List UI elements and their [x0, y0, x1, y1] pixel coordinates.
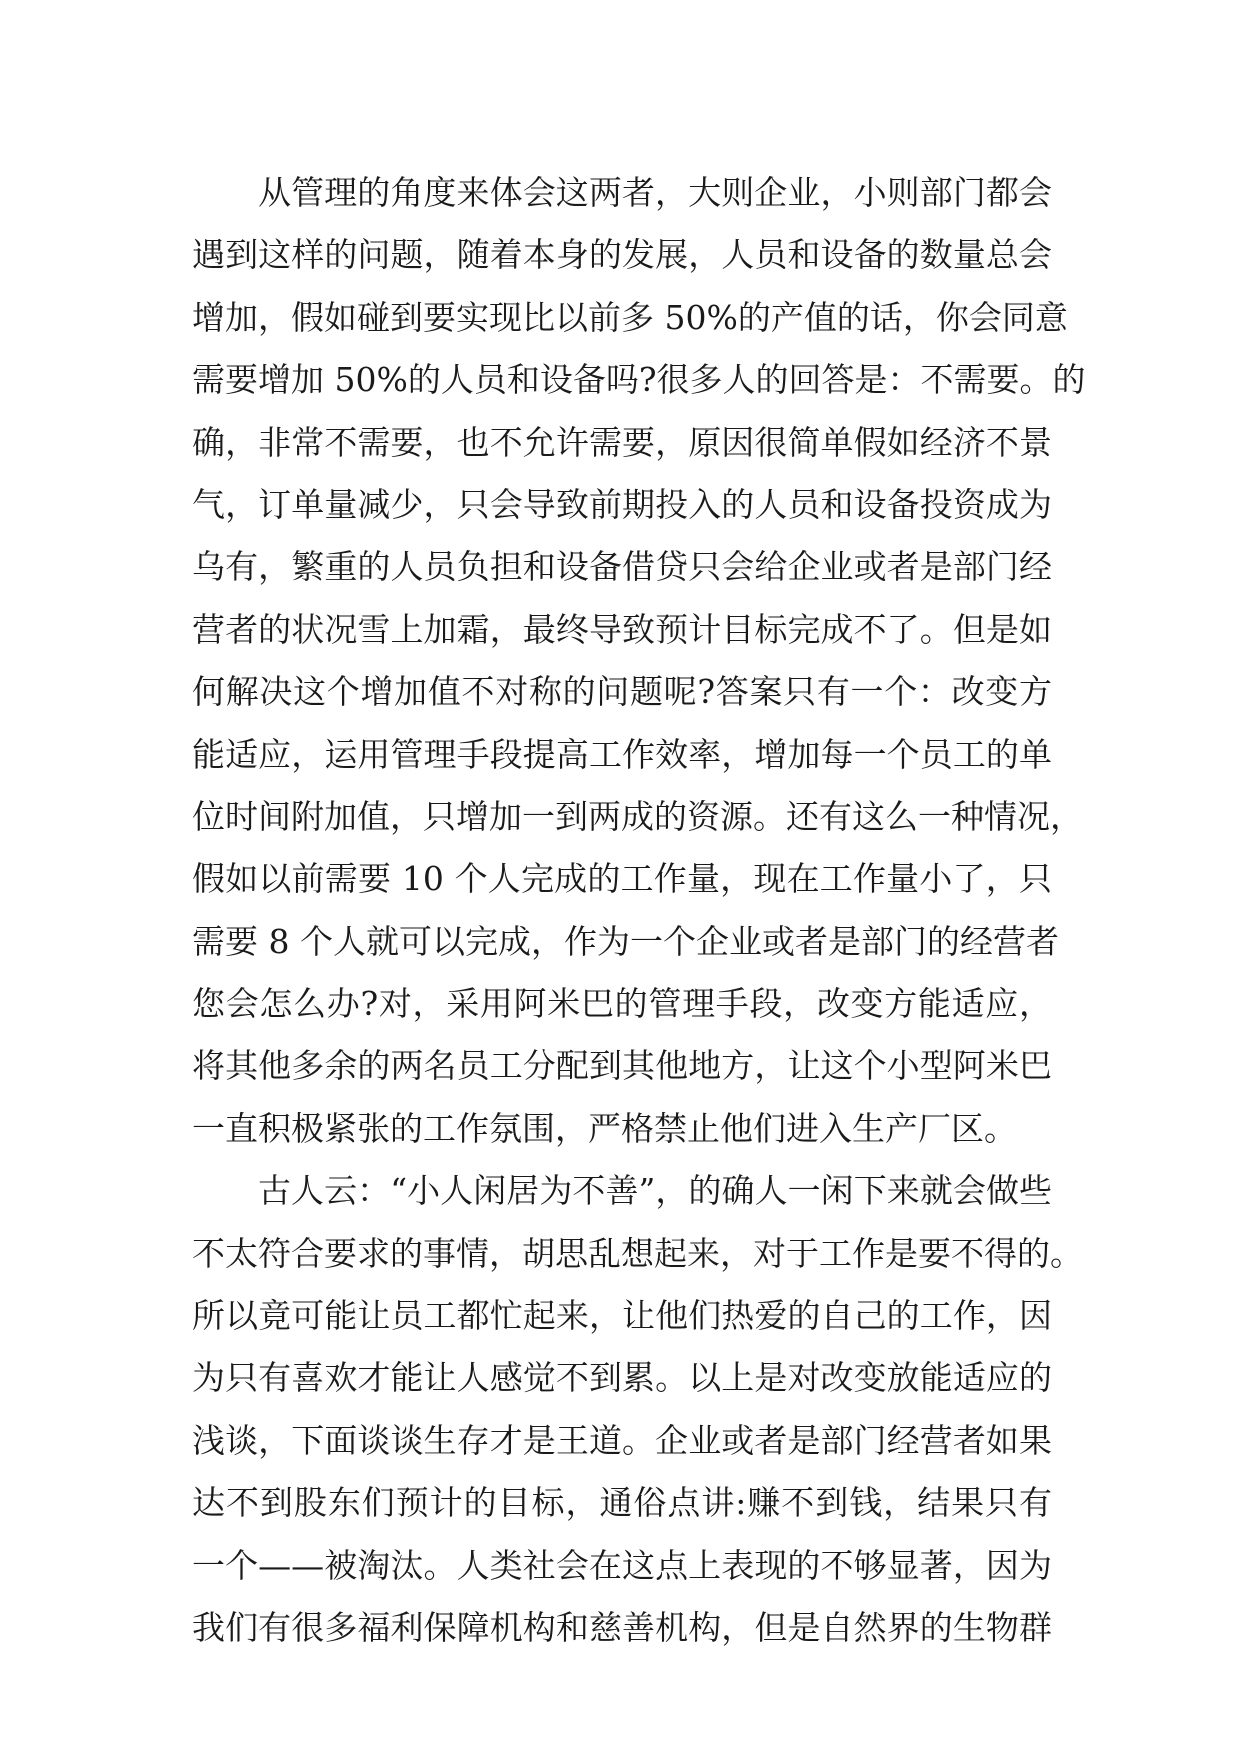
paragraph-1-line: 从管理的角度来体会这两者，大则企业，小则部门都会 [258, 173, 1052, 212]
paragraph-1-line: 确，非常不需要，也不允许需要，原因很简单假如经济不景 [192, 422, 1052, 462]
paragraph-1-line: 增加，假如碰到要实现比以前多 50%的产值的话，你会同意 [192, 297, 1068, 337]
paragraph-1-line: 将其他多余的两名员工分配到其他地方，让这个小型阿米巴 [192, 1046, 1052, 1086]
paragraph-2-line: 为只有喜欢才能让人感觉不到累。以上是对改变放能适应的 [192, 1358, 1052, 1398]
body-text [192, 162, 1086, 1659]
paragraph-1-line: 营者的状况雪上加霜，最终导致预计目标完成不了。但是如 [192, 609, 1052, 649]
paragraph-2-line: 达不到股东们预计的目标，通俗点讲:赚不到钱，结果只有 [192, 1483, 1052, 1523]
paragraph-2-line: 我们有很多福利保障机构和慈善机构，但是自然界的生物群 [192, 1607, 1052, 1647]
paragraph-1-line: 您会怎么办?对，采用阿米巴的管理手段，改变方能适应， [192, 984, 1052, 1024]
paragraph-2-line: 一个——被淘汰。人类社会在这点上表现的不够显著，因为 [192, 1545, 1052, 1585]
paragraph-1-line: 遇到这样的问题，随着本身的发展，人员和设备的数量总会 [192, 235, 1052, 275]
paragraph-1-line: 气，订单量减少，只会导致前期投入的人员和设备投资成为 [192, 484, 1052, 524]
paragraph-1-line: 假如以前需要 10 个人完成的工作量，现在工作量小了，只 [192, 859, 1052, 899]
paragraph-1-line: 何解决这个增加值不对称的问题呢?答案只有一个：改变方 [192, 672, 1052, 712]
paragraph-2-line: 不太符合要求的事情，胡思乱想起来，对于工作是要不得的。 [192, 1233, 1083, 1273]
paragraph-2-line: 古人云：“小人闲居为不善”，的确人一闲下来就会做些 [258, 1171, 1052, 1211]
paragraph-1-line: 需要 8 个人就可以完成，作为一个企业或者是部门的经营者 [192, 921, 1059, 961]
paragraph-1-line: 一直积极紧张的工作氛围，严格禁止他们进入生产厂区。 [192, 1108, 1017, 1148]
paragraph-2-line: 所以竟可能让员工都忙起来，让他们热爱的自己的工作，因 [192, 1296, 1052, 1336]
paragraph-1-line: 能适应，运用管理手段提高工作效率，增加每一个员工的单 [192, 734, 1052, 774]
paragraph-2-line: 浅谈，下面谈谈生存才是王道。企业或者是部门经营者如果 [192, 1420, 1052, 1460]
paragraph-1-line: 位时间附加值，只增加一到两成的资源。还有这么一种情况， [192, 796, 1083, 836]
paragraph-1-line: 乌有，繁重的人员负担和设备借贷只会给企业或者是部门经 [192, 547, 1052, 587]
paragraph-1-line: 需要增加 50%的人员和设备吗?很多人的回答是：不需要。的 [192, 360, 1086, 400]
